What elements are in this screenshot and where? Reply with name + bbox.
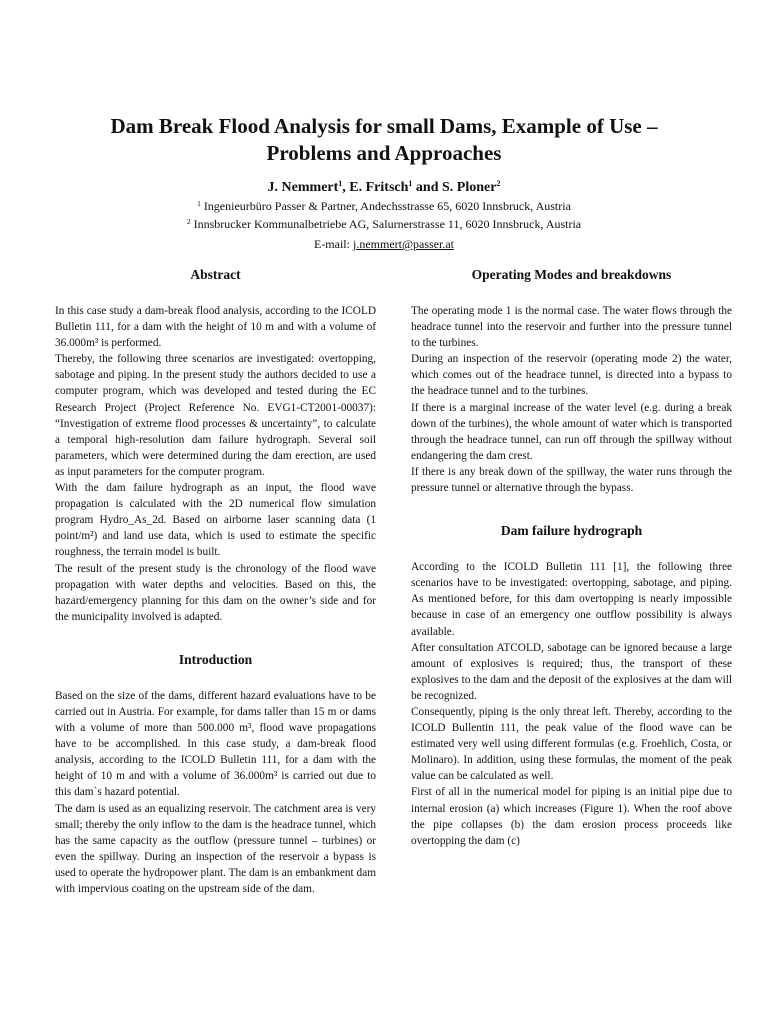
- abstract-paragraph: With the dam failure hydrograph as an input, the flood wave propagation is calculated with the 2D numerical flow simulation program Hydro_As_2d. Based on airborne laser scanning data (1 point/m²) and land use data, which is used to estimate the specific roughness, the terrain model is built.: [55, 482, 376, 559]
- affiliation-number: 1: [197, 199, 201, 208]
- affiliation-1: [0, 196, 768, 214]
- affiliation-text: Innsbrucker Kommunalbetriebe AG, Salurnerstrasse 11, 6020 Innsbruck, Austria: [193, 217, 582, 231]
- right-column: [411, 266, 732, 849]
- affiliation-2: [0, 214, 768, 232]
- operating-modes-paragraph: If there is a marginal increase of the water level (e.g. during a break down of the turbines), the whole amount of water which is transported through the headrace tunnel, can run off through the spillway without endangering the dam crest.: [411, 401, 732, 462]
- author-name: E. Fritsch: [349, 180, 409, 195]
- author-separator: and: [412, 180, 442, 195]
- dam-failure-paragraph: According to the ICOLD Bulletin 111 [1], the following three scenarios have to be investigated: overtopping, sabotage, and piping. As mentioned before, for this dam overtopping is nearly impossible because in case of an emergency one outflow possibility is always available.: [411, 561, 732, 638]
- affiliation-marker: 2: [496, 179, 501, 188]
- affiliation-number: 2: [186, 217, 191, 226]
- introduction-paragraph: The dam is used as an equalizing reservoir. The catchment area is very small; thereby the only inflow to the dam is the headrace tunnel, which has the same capacity as the outflow (pressure tunnel – turbines) or even the spillway. During an inspection of the reservoir a bypass is used to operate the hydropower plant. The dam is an embankment dam with impervious coating on the upstream side of the dam.: [55, 802, 376, 895]
- abstract-paragraph: The result of the present study is the chronology of the flood wave propagation with water depths and velocities. Based on this, the hazard/emergency planning for this dam on the owner’s side and for the municipality involved is adapted.: [55, 562, 376, 623]
- abstract-heading: Abstract: [190, 267, 241, 282]
- operating-modes-paragraph: During an inspection of the reservoir (operating mode 2) the water, which comes out of the headrace tunnel, is directed into a bypass to the headrace tunnel and to the turbines.: [411, 353, 732, 398]
- operating-modes-paragraph: The operating mode 1 is the normal case. The water flows through the headrace tunnel into the reservoir and further into the pressure tunnel to the turbines.: [411, 305, 732, 350]
- contact-email: [0, 237, 768, 252]
- dam-failure-paragraph: First of all in the numerical model for piping is an initial pipe due to internal erosion (a) which increases (Figure 1). When the roof above the pipe collapses (b) the dam erosion process proceeds like overtopping the dam (c): [411, 786, 732, 847]
- author-name: S. Ploner: [441, 180, 497, 195]
- left-column: [55, 266, 376, 897]
- paper-title: Dam Break Flood Analysis for small Dams, Example of Use – Problems and Approaches: [110, 114, 658, 165]
- affiliation-marker: 1: [408, 179, 413, 188]
- introduction-paragraph: Based on the size of the dams, different hazard evaluations have to be carried out in Austria. For example, for dams taller than 15 m or dams with a volume of more than 500.000 m³, flood wave propagations have to be accomplished. In this case study, a dam-break flood analysis, according to the ICOLD Bulletin 111, for a dam with the height of 10 m and with a volume of 36.000m³ is carried out due to this dam`s hazard potential.: [55, 689, 376, 799]
- email-link[interactable]: j.nemmert@passer.at: [352, 237, 455, 251]
- affiliation-marker: 1: [338, 179, 343, 188]
- author-list: [0, 175, 768, 197]
- operating-modes-paragraph: If there is any break down of the spillway, the water runs through the pressure tunnel or alternative through the bypass.: [411, 465, 732, 495]
- introduction-heading: Introduction: [178, 651, 253, 667]
- dam-failure-heading: Dam failure hydrograph: [500, 523, 643, 539]
- author-name: J. Nemmert: [267, 180, 339, 195]
- email-label: E-mail:: [313, 237, 353, 251]
- abstract-paragraph: Thereby, the following three scenarios are investigated: overtopping, sabotage and piping. In the present study the authors decided to use a computer program, which was developed and tested during the EC Research Project (Project Reference No. EVG1-CT2001-00037): “Investigation of extreme flood processes & uncertainty”, to calculate a temporal high-resolution dam failure hydrograph. Several soil parameters, which were determined during the dam erection, are used as input parameters for the computer program.: [55, 353, 376, 478]
- dam-failure-paragraph: Consequently, piping is the only threat left. Thereby, according to the ICOLD Bullentin 111, the peak value of the flood wave can be estimated very well using different formulas (e.g. Froehlich, Costa, or Molinaro). In addition, using these formulas, the moment of the peak value can be calculated as well.: [411, 705, 732, 783]
- author-separator: ,: [342, 180, 350, 195]
- abstract-paragraph: In this case study a dam-break flood analysis, according to the ICOLD Bulletin 111, for a dam with the height of 10 m and with a volume of 36.000m³ is performed.: [55, 305, 376, 350]
- operating-modes-heading: Operating Modes and breakdowns: [471, 267, 672, 282]
- dam-failure-paragraph: After consultation ATCOLD, sabotage can be ignored because a large amount of explosives is required; thus, the transport of these explosives to the dam and the deposit of the explosives at the dam will be recognized.: [411, 641, 732, 702]
- affiliation-text: Ingenieurbüro Passer & Partner, Andechsstrasse 65, 6020 Innsbruck, Austria: [203, 199, 571, 213]
